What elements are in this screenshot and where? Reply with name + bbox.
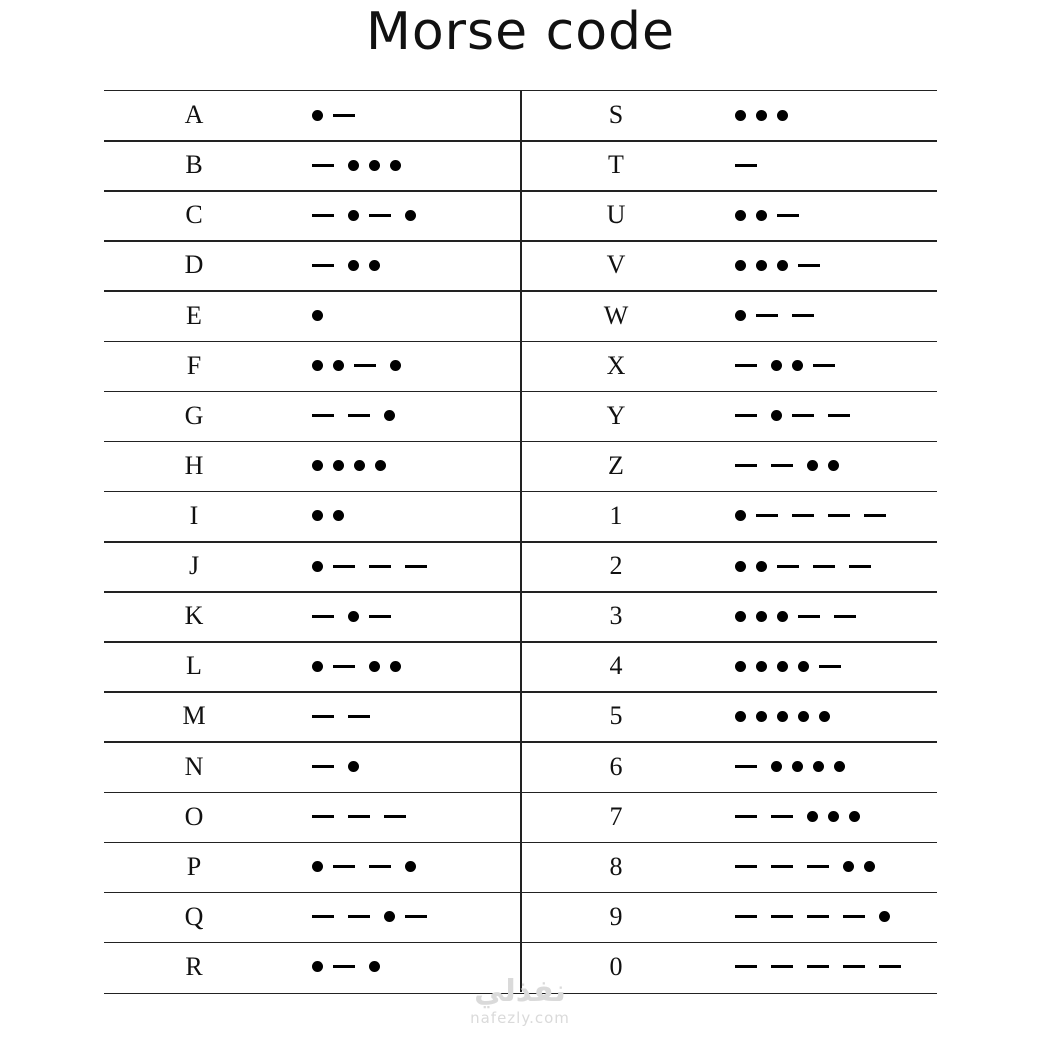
- morse-character: T: [608, 150, 624, 180]
- morse-character: B: [185, 150, 203, 180]
- row-separator: [104, 741, 937, 743]
- dot-symbol: [777, 661, 788, 672]
- morse-character: X: [606, 350, 626, 380]
- dash-symbol: [771, 965, 793, 968]
- morse-character: M: [182, 701, 206, 731]
- dash-symbol: [771, 865, 793, 868]
- dot-symbol: [354, 460, 365, 471]
- morse-character: 5: [609, 701, 623, 731]
- dash-symbol: [405, 565, 427, 568]
- row-separator: [104, 391, 937, 393]
- dot-symbol: [771, 761, 782, 772]
- morse-character: S: [608, 100, 624, 130]
- dot-symbol: [312, 861, 323, 872]
- row-separator: [104, 290, 937, 292]
- morse-code-sequence: [312, 301, 333, 331]
- dot-symbol: [390, 360, 401, 371]
- morse-character: 3: [609, 601, 623, 631]
- dot-symbol: [312, 561, 323, 572]
- dash-symbol: [771, 464, 793, 467]
- dash-symbol: [333, 565, 355, 568]
- dot-symbol: [735, 661, 746, 672]
- dot-symbol: [333, 360, 344, 371]
- morse-code-sequence: [735, 601, 870, 631]
- morse-character: R: [185, 951, 203, 981]
- morse-code-sequence: [735, 551, 885, 581]
- dash-symbol: [843, 965, 865, 968]
- dot-symbol: [312, 661, 323, 672]
- dash-symbol: [771, 815, 793, 818]
- dash-symbol: [807, 965, 829, 968]
- dash-symbol: [813, 364, 835, 367]
- morse-code-sequence: [735, 250, 834, 280]
- dash-symbol: [333, 665, 355, 668]
- morse-code-sequence: [735, 852, 885, 882]
- dash-symbol: [312, 815, 334, 818]
- dot-symbol: [735, 611, 746, 622]
- dot-symbol: [735, 310, 746, 321]
- dash-symbol: [756, 514, 778, 517]
- dash-symbol: [849, 565, 871, 568]
- morse-character: D: [184, 250, 204, 280]
- morse-character: G: [184, 400, 204, 430]
- morse-character: A: [184, 100, 204, 130]
- row-separator: [104, 140, 937, 142]
- dot-symbol: [756, 260, 767, 271]
- dash-symbol: [333, 865, 355, 868]
- morse-code-sequence: [312, 451, 396, 481]
- dot-symbol: [333, 510, 344, 521]
- dash-symbol: [312, 164, 334, 167]
- dot-symbol: [312, 460, 323, 471]
- morse-character: W: [603, 300, 629, 330]
- morse-character: N: [184, 751, 204, 781]
- dot-symbol: [798, 661, 809, 672]
- dash-symbol: [792, 514, 814, 517]
- dot-symbol: [807, 811, 818, 822]
- dot-symbol: [369, 961, 380, 972]
- dash-symbol: [813, 565, 835, 568]
- dot-symbol: [312, 310, 323, 321]
- dot-symbol: [771, 360, 782, 371]
- morse-code-sequence: [312, 401, 405, 431]
- dot-symbol: [390, 661, 401, 672]
- dash-symbol: [312, 765, 334, 768]
- morse-code-sequence: [312, 752, 369, 782]
- morse-character: V: [606, 250, 626, 280]
- morse-character: Q: [184, 901, 204, 931]
- dash-symbol: [348, 715, 370, 718]
- morse-character: P: [186, 851, 202, 881]
- dash-symbol: [792, 314, 814, 317]
- morse-code-sequence: [735, 802, 870, 832]
- dash-symbol: [834, 615, 856, 618]
- dash-symbol: [369, 214, 391, 217]
- dash-symbol: [369, 865, 391, 868]
- dash-symbol: [828, 514, 850, 517]
- morse-code-sequence: [735, 150, 771, 180]
- morse-code-sequence: [735, 701, 840, 731]
- morse-code-sequence: [735, 451, 849, 481]
- morse-code-sequence: [312, 701, 384, 731]
- watermark-logo: نفذلي: [474, 974, 566, 1009]
- dash-symbol: [384, 815, 406, 818]
- row-separator: [104, 942, 937, 944]
- dot-symbol: [735, 711, 746, 722]
- morse-character: J: [188, 551, 200, 581]
- morse-code-sequence: [312, 852, 426, 882]
- dash-symbol: [735, 965, 757, 968]
- dash-symbol: [879, 965, 901, 968]
- dash-symbol: [792, 414, 814, 417]
- morse-code-sequence: [735, 501, 900, 531]
- morse-code-sequence: [312, 250, 390, 280]
- dot-symbol: [405, 210, 416, 221]
- morse-code-sequence: [735, 752, 855, 782]
- dot-symbol: [735, 210, 746, 221]
- row-separator: [104, 892, 937, 894]
- dot-symbol: [777, 711, 788, 722]
- morse-code-sequence: [312, 802, 420, 832]
- morse-character: C: [185, 200, 203, 230]
- morse-character: 1: [609, 500, 623, 530]
- dash-symbol: [735, 915, 757, 918]
- dot-symbol: [834, 761, 845, 772]
- dash-symbol: [864, 514, 886, 517]
- morse-character: F: [186, 350, 202, 380]
- dot-symbol: [348, 260, 359, 271]
- dot-symbol: [312, 961, 323, 972]
- morse-character: U: [606, 200, 626, 230]
- dash-symbol: [798, 264, 820, 267]
- morse-character: Z: [608, 450, 624, 480]
- morse-code-sequence: [312, 100, 369, 130]
- dot-symbol: [813, 761, 824, 772]
- dash-symbol: [735, 464, 757, 467]
- watermark: [420, 975, 620, 1027]
- morse-character: 9: [609, 901, 623, 931]
- morse-code-sequence: [312, 501, 354, 531]
- dash-symbol: [333, 965, 355, 968]
- dot-symbol: [333, 460, 344, 471]
- morse-character: 6: [609, 751, 623, 781]
- dot-symbol: [312, 360, 323, 371]
- dot-symbol: [792, 761, 803, 772]
- dot-symbol: [312, 510, 323, 521]
- dash-symbol: [312, 214, 334, 217]
- watermark-site: nafezly.com: [470, 1009, 570, 1027]
- dot-symbol: [792, 360, 803, 371]
- morse-code-sequence: [735, 200, 813, 230]
- dash-symbol: [369, 565, 391, 568]
- dash-symbol: [735, 164, 757, 167]
- dash-symbol: [348, 815, 370, 818]
- dot-symbol: [777, 611, 788, 622]
- dash-symbol: [312, 715, 334, 718]
- dot-symbol: [843, 861, 854, 872]
- morse-code-sequence: [735, 351, 849, 381]
- row-separator: [104, 792, 937, 794]
- dash-symbol: [798, 615, 820, 618]
- morse-character: K: [184, 601, 204, 631]
- morse-character: E: [186, 300, 202, 330]
- morse-code-sequence: [735, 902, 900, 932]
- dot-symbol: [312, 110, 323, 121]
- morse-character: 2: [609, 551, 623, 581]
- dot-symbol: [735, 561, 746, 572]
- morse-code-sequence: [312, 351, 411, 381]
- dash-symbol: [312, 414, 334, 417]
- dash-symbol: [807, 865, 829, 868]
- dot-symbol: [807, 460, 818, 471]
- dash-symbol: [735, 815, 757, 818]
- dot-symbol: [771, 410, 782, 421]
- dash-symbol: [819, 665, 841, 668]
- dot-symbol: [798, 711, 809, 722]
- morse-code-sequence: [735, 301, 828, 331]
- morse-character: Y: [606, 400, 626, 430]
- dot-symbol: [735, 510, 746, 521]
- row-separator: [104, 842, 937, 844]
- row-separator: [104, 591, 937, 593]
- dash-symbol: [735, 765, 757, 768]
- row-separator: [104, 240, 937, 242]
- dot-symbol: [348, 160, 359, 171]
- morse-character: H: [184, 450, 204, 480]
- dot-symbol: [405, 861, 416, 872]
- dot-symbol: [756, 661, 767, 672]
- dot-symbol: [369, 661, 380, 672]
- dash-symbol: [369, 615, 391, 618]
- morse-code-sequence: [312, 902, 441, 932]
- morse-character: 7: [609, 801, 623, 831]
- dash-symbol: [354, 364, 376, 367]
- morse-character: 8: [609, 851, 623, 881]
- dash-symbol: [735, 364, 757, 367]
- dot-symbol: [756, 711, 767, 722]
- dot-symbol: [735, 110, 746, 121]
- dot-symbol: [864, 861, 875, 872]
- dot-symbol: [348, 210, 359, 221]
- dot-symbol: [348, 761, 359, 772]
- dash-symbol: [756, 314, 778, 317]
- dot-symbol: [369, 160, 380, 171]
- dash-symbol: [735, 414, 757, 417]
- dash-symbol: [771, 915, 793, 918]
- dash-symbol: [348, 414, 370, 417]
- dash-symbol: [777, 565, 799, 568]
- dot-symbol: [735, 260, 746, 271]
- dot-symbol: [849, 811, 860, 822]
- row-separator: [104, 541, 937, 543]
- dash-symbol: [312, 915, 334, 918]
- morse-code-sequence: [312, 200, 426, 230]
- row-separator: [104, 641, 937, 643]
- morse-code-sequence: [312, 651, 411, 681]
- morse-code-sequence: [312, 601, 405, 631]
- dot-symbol: [756, 210, 767, 221]
- row-separator: [104, 441, 937, 443]
- row-separator: [104, 691, 937, 693]
- dash-symbol: [333, 114, 355, 117]
- dot-symbol: [828, 460, 839, 471]
- dash-symbol: [348, 915, 370, 918]
- dot-symbol: [828, 811, 839, 822]
- dot-symbol: [819, 711, 830, 722]
- dot-symbol: [777, 110, 788, 121]
- dot-symbol: [756, 561, 767, 572]
- dot-symbol: [384, 410, 395, 421]
- dot-symbol: [348, 611, 359, 622]
- dot-symbol: [390, 160, 401, 171]
- dash-symbol: [312, 264, 334, 267]
- dash-symbol: [807, 915, 829, 918]
- morse-code-sequence: [735, 100, 798, 130]
- row-separator: [104, 341, 937, 343]
- morse-code-sequence: [735, 651, 855, 681]
- dash-symbol: [777, 214, 799, 217]
- row-separator: [104, 491, 937, 493]
- dot-symbol: [375, 460, 386, 471]
- morse-character: L: [186, 651, 202, 681]
- morse-code-sequence: [735, 952, 915, 982]
- morse-character: 0: [609, 951, 623, 981]
- morse-code-sequence: [312, 551, 441, 581]
- dot-symbol: [777, 260, 788, 271]
- page-title: Morse code: [365, 2, 676, 62]
- morse-code-sequence: [735, 401, 864, 431]
- dot-symbol: [879, 911, 890, 922]
- row-separator: [104, 190, 937, 192]
- dash-symbol: [405, 915, 427, 918]
- morse-code-sequence: [312, 150, 411, 180]
- morse-character: I: [189, 500, 199, 530]
- dot-symbol: [384, 911, 395, 922]
- dot-symbol: [756, 611, 767, 622]
- morse-code-sequence: [312, 952, 390, 982]
- dot-symbol: [756, 110, 767, 121]
- dash-symbol: [735, 865, 757, 868]
- dash-symbol: [312, 615, 334, 618]
- dash-symbol: [843, 915, 865, 918]
- morse-character: 4: [609, 651, 623, 681]
- dash-symbol: [828, 414, 850, 417]
- dot-symbol: [369, 260, 380, 271]
- morse-character: O: [184, 801, 204, 831]
